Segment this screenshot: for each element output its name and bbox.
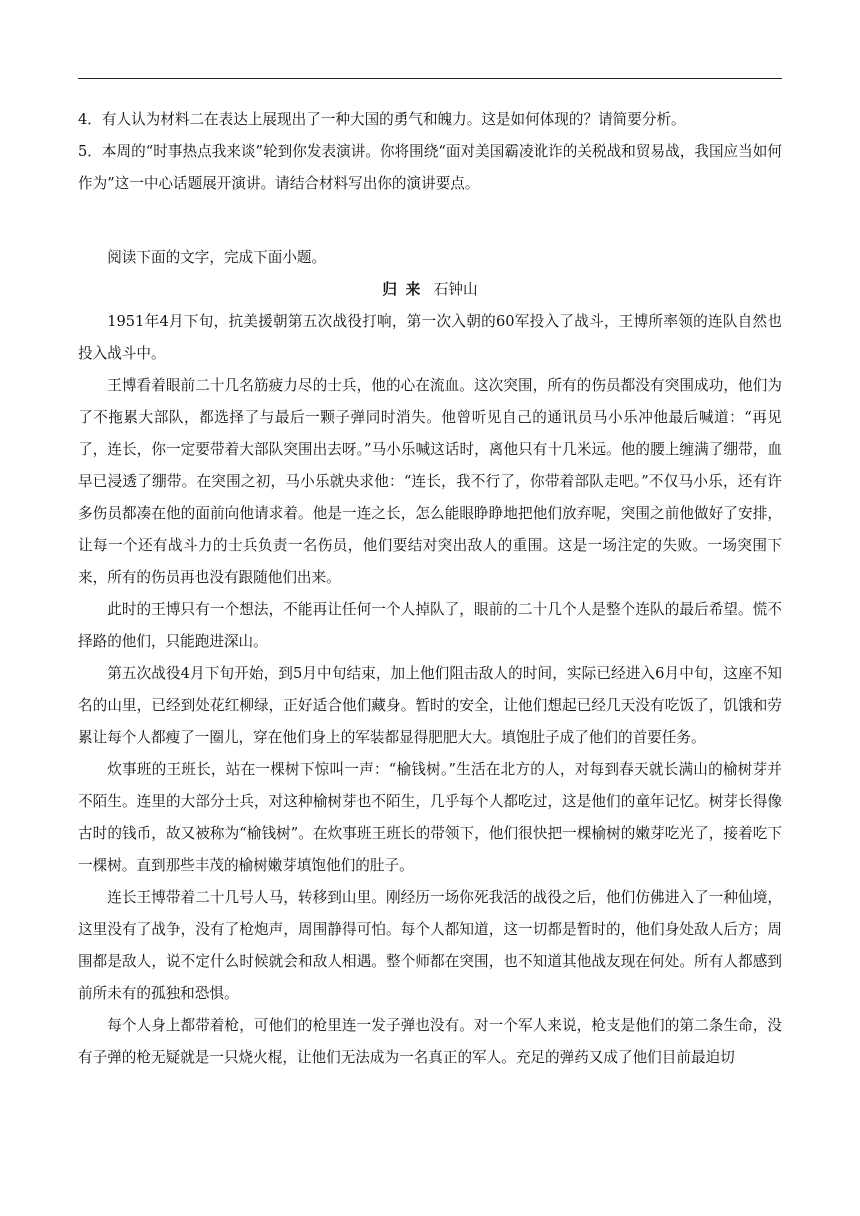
spacer xyxy=(78,200,782,232)
question-4: 4．有人认为材料二在表达上展现出了一种大国的勇气和魄力。这是如何体现的？请简要分析。 xyxy=(78,111,686,128)
story-paragraph-3: 此时的王博只有一个想法，不能再让任何一个人掉队了，眼前的二十几个人是整个连队的最后希望。慌不择路的他们，只能跑进深山。 xyxy=(78,601,782,650)
story-title: 归来 xyxy=(382,281,430,298)
story-paragraph-6: 连长王博带着二十几号人马，转移到山里。刚经历一场你死我活的战役之后，他们仿佛进入了一种仙境，这里没有了战争，没有了枪炮声，周围静得可怕。每个人都知道，这一切都是暂时的，他们身处敌人后方；周围都是敌人，说不定什么时候就会和敌人相遇。整个师都在突围，也不知道其他战友现在何处。所有人都感到前所未有的孤独和恐惧。 xyxy=(78,889,782,1002)
question-5: 5．本周的“时事热点我来谈”轮到你发表演讲。你将围绕“面对美国霸凌讹诈的关税战和贸易战，我国应当如何作为”这一中心话题展开演讲。请结合材料写出你的演讲要点。 xyxy=(78,143,782,192)
story-author: 石钟山 xyxy=(433,281,478,298)
story-heading xyxy=(78,274,782,306)
document-body xyxy=(78,104,782,1074)
reading-instruction: 阅读下面的文字，完成下面小题。 xyxy=(107,249,327,266)
story-paragraph-2: 王博看着眼前二十几名筋疲力尽的士兵，他的心在流血。这次突围，所有的伤员都没有突围成功，他们为了不拖累大部队，都选择了与最后一颗子弹同时消失。他曾听见自己的通讯员马小乐冲他最后喊道：“再见了，连长，你一定要带着大部队突围出去呀。”马小乐喊这话时，离他只有十几米远。他的腰上缠满了绷带，血早已浸透了绷带。在突围之初，马小乐就央求他：“连长，我不行了，你带着部队走吧。”不仅马小乐，还有许多伤员都凑在他的面前向他请求着。他是一连之长，怎么能眼睁睁地把他们放弃呢，突围之前他做好了安排，让每一个还有战斗力的士兵负责一名伤员，他们要结对突出敌人的重围。这是一场注定的失败。一场突围下来，所有的伤员再也没有跟随他们出来。 xyxy=(78,377,782,586)
story-paragraph-4: 第五次战役4月下旬开始，到5月中旬结束，加上他们阻击敌人的时间，实际已经进入6月中旬，这座不知名的山里，已经到处花红柳绿，正好适合他们藏身。暂时的安全，让他们想起已经几天没有吃饭了，饥饿和劳累让每个人都瘦了一圈儿，穿在他们身上的军装都显得肥肥大大。填饱肚子成了他们的首要任务。 xyxy=(78,665,782,746)
story-paragraph-1: 1951年4月下旬，抗美援朝第五次战役打响，第一次入朝的60军投入了战斗，王博所率领的连队自然也投入战斗中。 xyxy=(78,313,782,362)
header-rule xyxy=(78,78,782,79)
story-paragraph-7: 每个人身上都带着枪，可他们的枪里连一发子弹也没有。对一个军人来说，枪支是他们的第二条生命，没有子弹的枪无疑就是一只烧火棍，让他们无法成为一名真正的军人。充足的弹药又成了他们目前最迫切 xyxy=(78,1017,782,1066)
story-paragraph-5: 炊事班的王班长，站在一棵树下惊叫一声：“榆钱树。”生活在北方的人，对每到春天就长满山的榆树芽并不陌生。连里的大部分士兵，对这种榆树芽也不陌生，几乎每个人都吃过，这是他们的童年记忆。树芽长得像古时的钱币，故又被称为“榆钱树”。在炊事班王班长的带领下，他们很快把一棵榆树的嫩芽吃光了，接着吃下一棵树。直到那些丰茂的榆树嫩芽填饱他们的肚子。 xyxy=(78,761,782,874)
